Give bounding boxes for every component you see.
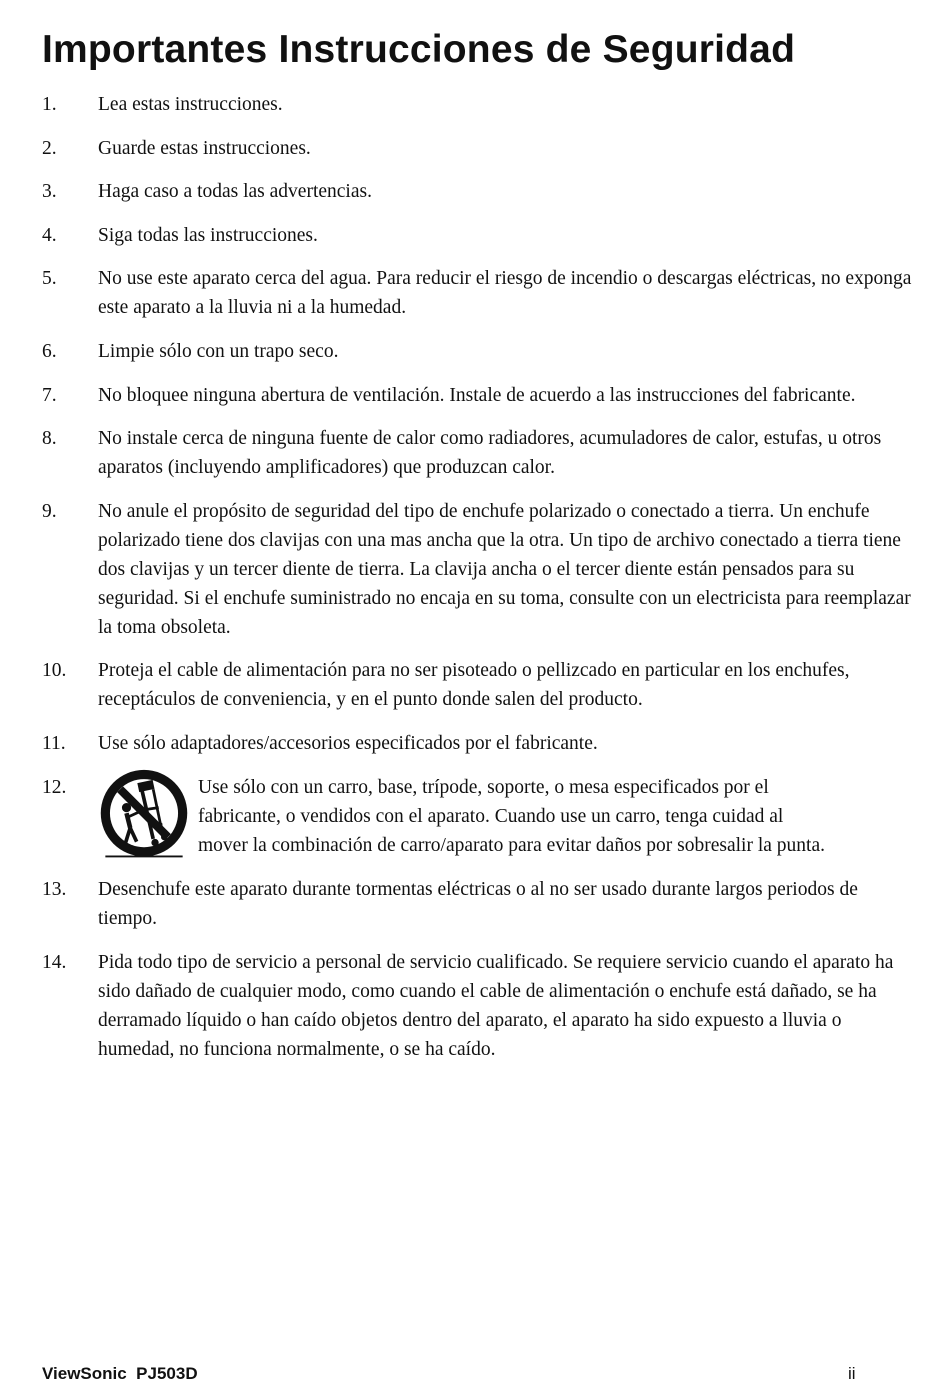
item-number: 10. [42,660,67,682]
item-number: 7. [42,384,57,406]
item-text-line: Use sólo con un carro, base, trípode, soporte, o mesa especificados por el [198,776,769,798]
item-number: 1. [42,94,57,115]
item-text: Lea estas instrucciones. [98,94,283,115]
list-item [42,875,914,933]
page-title: Importantes Instrucciones de Seguridad [42,28,796,71]
cart-tip-over-warning-icon [98,769,190,861]
list-item [42,773,914,861]
list-item [42,424,914,482]
list-item [42,656,914,714]
list-item [42,948,914,1064]
list-item [42,497,914,642]
item-number: 8. [42,428,57,450]
list-item [42,381,914,410]
item-text: No anule el propósito de seguridad del tipo de enchufe polarizado o conectado a tierra. Un enchufe polarizado tiene dos clavijas con una mas ancha que la otra. Un tipo de archivo conectado a tierra tiene dos clavijas y un tercer diente de tierra. La clavija ancha o el tercer diente están pensados para su seguridad. Si el enchufe suministrado no encaja en su toma, consulte con un electricista para reemplazar la toma obsoleta. [98,500,911,638]
cart-warning-block [98,773,914,861]
list-item [42,729,914,758]
list-item [42,177,914,206]
item-number: 2. [42,137,57,159]
item-text: Pida todo tipo de servicio a personal de servicio cualificado. Se requiere servicio cuando el aparato ha sido dañado de cualquier modo, como cuando el cable de alimentación o enchufe está dañado, se ha derramado líquido o han caído objetos dentro del aparato, el aparato ha sido expuesto a lluvia o humedad, no funciona normalmente, o se ha caído. [98,951,894,1060]
item-number: 5. [42,268,57,290]
item-number: 12. [42,776,67,798]
item-number: 11. [42,732,66,754]
item-number: 14. [42,951,67,973]
list-item [42,221,914,250]
item-text-line: mover la combinación de carro/aparato para evitar daños por sobresalir la punta. [198,834,825,856]
item-number: 9. [42,500,57,522]
item-text-line: fabricante, o vendidos con el aparato. Cuando use un carro, tenga cuidad al [198,805,784,827]
item-text: Limpie sólo con un trapo seco. [98,340,339,362]
item-text: Siga todas las instrucciones. [98,224,318,246]
item-text: Desenchufe este aparato durante tormentas eléctricas o al no ser usado durante largos periodos de tiempo. [98,879,858,930]
item-text: Guarde estas instrucciones. [98,137,311,159]
item-text: No bloquee ninguna abertura de ventilación. Instale de acuerdo a las instrucciones del fabricante. [98,384,856,406]
item-text: Proteja el cable de alimentación para no ser pisoteado o pellizcado en particular en los enchufes, receptáculos de conveniencia, y en el punto donde salen del producto. [98,660,850,711]
item-number: 13. [42,879,67,901]
item-number: 4. [42,224,57,246]
item-text [198,773,914,860]
list-item [42,264,914,322]
item-text: Haga caso a todas las advertencias. [98,181,372,203]
footer-brand: ViewSonic PJ503D [42,1364,198,1383]
list-item [42,337,914,366]
safety-instructions-list [42,90,914,1078]
page-number: ii [848,1364,856,1383]
item-number: 6. [42,340,57,362]
item-text: No instale cerca de ninguna fuente de calor como radiadores, acumuladores de calor, estufas, u otros aparatos (incluyendo amplificadores) que produzcan calor. [98,428,882,479]
list-item [42,90,914,119]
list-item [42,134,914,163]
item-number: 3. [42,181,57,203]
item-text: Use sólo adaptadores/accesorios especificados por el fabricante. [98,732,598,754]
item-text: No use este aparato cerca del agua. Para reducir el riesgo de incendio o descargas eléctricas, no exponga este aparato a la lluvia ni a la humedad. [98,268,912,319]
